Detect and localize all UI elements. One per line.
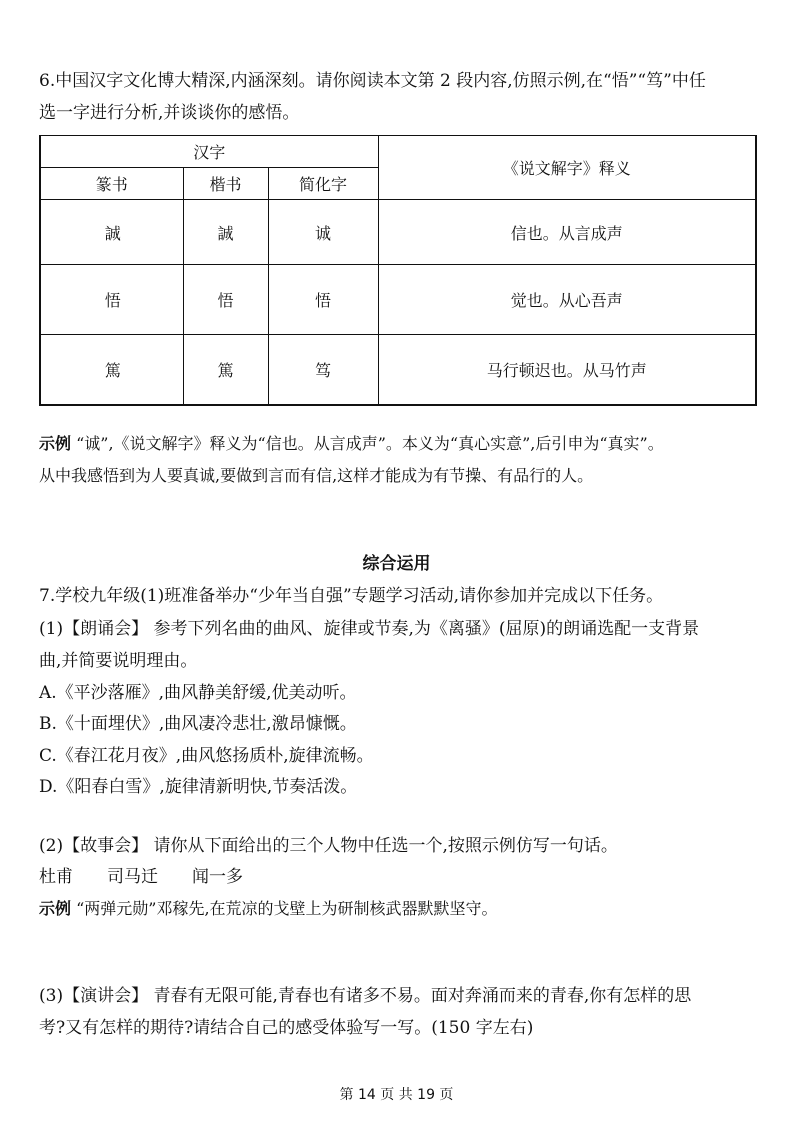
option-c: C.《春江花月夜》,曲风悠扬质朴,旋律流畅。 [39,746,374,766]
example-text: “两弹元勋”邓稼先,在荒凉的戈壁上为研制核武器默默坚守。 [71,899,498,918]
q7-part2-line-1: (2)【故事会】 请你从下面给出的三个人物中任选一个,按照示例仿写一句话。 [39,836,618,856]
character-table [39,135,757,406]
meaning-cell: 信也。从言成声 [378,200,756,265]
header-hanzi: 汉字 [40,136,378,168]
table-row [40,335,756,405]
q7-part2-example [39,898,498,920]
meaning-cell: 马行顿迟也。从马竹声 [378,335,756,405]
q7-part3-line-1: (3)【演讲会】 青春有无限可能,青春也有诸多不易。面对奔涌而来的青春,你有怎样的思 [39,986,692,1006]
q7-part2-people: 杜甫 司马迁 闻一多 [39,867,243,887]
example-6-line-1 [39,433,664,455]
simplified-char: 笃 [268,335,378,405]
table-row [40,265,756,335]
example-label: 示例 [39,899,72,918]
q6-line-2: 选一字进行分析,并谈谈你的感悟。 [39,103,300,123]
simplified-char: 悟 [268,265,378,335]
q7-part3-line-2: 考?又有怎样的期待?请结合自己的感受体验写一写。(150 字左右) [39,1018,534,1038]
table-row [40,200,756,265]
seal-char: 悟 [40,265,183,335]
page-footer: 第 14 页 共 19 页 [339,1087,454,1103]
regular-char: 誠 [183,200,268,265]
header-shuowen: 《说文解字》释义 [378,136,756,200]
regular-char: 悟 [183,265,268,335]
q7-part1-line-2: 曲,并简要说明理由。 [39,651,198,671]
q6-line-1: 6.中国汉字文化博大精深,内涵深刻。请你阅读本文第 2 段内容,仿照示例,在“悟”“笃”中任 [39,71,706,91]
meaning-cell: 觉也。从心吾声 [378,265,756,335]
header-simplified: 简化字 [268,168,378,200]
example-label: 示例 [39,434,72,453]
header-seal-script: 篆书 [40,168,183,200]
seal-char: 篤 [40,335,183,405]
section-title: 综合运用 [362,554,431,574]
header-regular-script: 楷书 [183,168,268,200]
q7-part1-line-1: (1)【朗诵会】 参考下列名曲的曲风、旋律或节奏,为《离骚》(屈原)的朗诵选配一支背景 [39,619,700,639]
example-text: “诚”,《说文解字》释义为“信也。从言成声”。本义为“真心实意”,后引申为“真实”。 [71,434,664,453]
example-6-line-2: 从中我感悟到为人要真诚,要做到言而有信,这样才能成为有节操、有品行的人。 [39,466,594,485]
q7-intro: 7.学校九年级(1)班准备举办“少年当自强”专题学习活动,请你参加并完成以下任务。 [39,586,664,606]
option-d: D.《阳春白雪》,旋律清新明快,节奏活泼。 [39,777,358,797]
table-header-row-1 [40,136,756,168]
regular-char: 篤 [183,335,268,405]
option-a: A.《平沙落雁》,曲风静美舒缓,优美动听。 [39,683,357,703]
option-b: B.《十面埋伏》,曲风凄冷悲壮,激昂慷慨。 [39,714,357,734]
simplified-char: 诚 [268,200,378,265]
seal-char: 誠 [40,200,183,265]
